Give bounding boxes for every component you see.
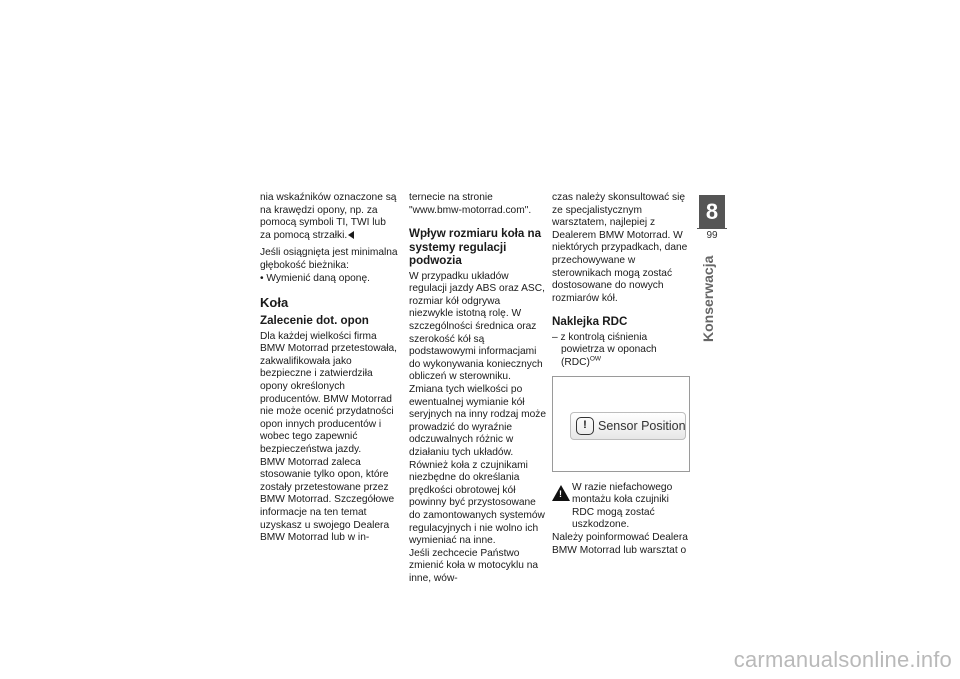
warning-block	[552, 482, 690, 532]
sensor-position-label	[570, 412, 686, 440]
paragraph: Należy poinformować Dealera BMW Motorrad lub warsztat o	[552, 532, 688, 556]
section-title: Konserwacja	[700, 255, 716, 342]
sensor-position-figure	[552, 376, 690, 472]
paragraph: Jeśli zechcecie Państwo zmienić koła w motocyklu na inne, wów-	[409, 547, 539, 584]
watermark: carmanualsonline.info	[733, 647, 952, 672]
heading-wplyw: Wpływ rozmiaru koła na systemy regulacji podwozia	[409, 227, 542, 268]
paragraph: ternecie na stronie "www.bmw-motorrad.com".	[409, 192, 532, 216]
sensor-position-text: Sensor Position	[598, 418, 686, 433]
paragraph: Jeśli osiągnięta jest minimalna głębokość bieżnika:	[260, 247, 398, 271]
paragraph: Dla każdej wielkości firma BMW Motorrad przetestowała, zakwalifikowała jako bezpieczne i zatwierdziła opony określonych producentów. BMW Motorrad nie może ocenić przydatności opon innych producentów i wobec tego zapewnić bezpieczeństwa jazdy.	[260, 330, 398, 455]
end-arrow-icon	[348, 231, 354, 239]
bullet-item: • Wymienić daną oponę.	[260, 272, 370, 284]
warning-icon: !	[576, 417, 594, 435]
dash-item: – z kontrolą ciśnienia powietrza w oponach (RDC)$^{OW}$	[552, 331, 657, 369]
heading-zalecenie: Zalecenie dot. opon	[260, 314, 369, 328]
heading-kola: Koła	[260, 295, 289, 311]
paragraph: nia wskaźników oznaczone są na krawędzi opony, np. za pomocą symboli TI, TWI lub za pomocą strzałki.	[260, 192, 397, 241]
paragraph: W przypadku układów regulacji jazdy ABS oraz ASC, rozmiar kół odgrywa niezwykle istotną rolę. W szczególności średnica oraz szerokość kół są podstawowymi informacjami do wykonywania koniecznych obliczeń w sterowniku. Zmiana tych wielkości po ewentualnej wymianie kół seryjnych na inny rodzaj może prowadzić do wyraźnie odczuwalnych różnic w działaniu tych układów.	[409, 270, 547, 458]
warning-text: W razie niefachowego montażu koła czujniki RDC mogą zostać uszkodzone.	[572, 481, 673, 531]
paragraph: czas należy skonsultować się ze specjalistycznym warsztatem, najlepiej z Dealerem BMW Motorrad. W niektórych przypadkach, dane przechowywane w sterownikach mogą zostać dostosowane do nowych rozmiarów kół.	[552, 192, 688, 304]
ow-superscript: OW	[589, 355, 602, 363]
column-2	[409, 192, 547, 586]
paragraph: BMW Motorrad zaleca stosowanie tylko opon, które zostały przetestowane przez BMW Motorrad. Szczegółowe informacje na ten temat uzyskasz u swojego Dealera BMW Motorrad lub w in-	[260, 456, 395, 544]
paragraph: Również koła z czujnikami niezbędne do określania prędkości obrotowej kół powinny być przystosowane do zamontowanych systemów regulacyjnych i nie wolno ich wymieniać na inne.	[409, 459, 545, 547]
chapter-number: 8	[699, 195, 725, 229]
page-number: 99	[697, 228, 727, 243]
warning-triangle-icon: !	[552, 485, 570, 501]
column-1	[260, 192, 398, 545]
column-3	[552, 192, 690, 557]
heading-naklejka: Naklejka RDC	[552, 315, 628, 329]
